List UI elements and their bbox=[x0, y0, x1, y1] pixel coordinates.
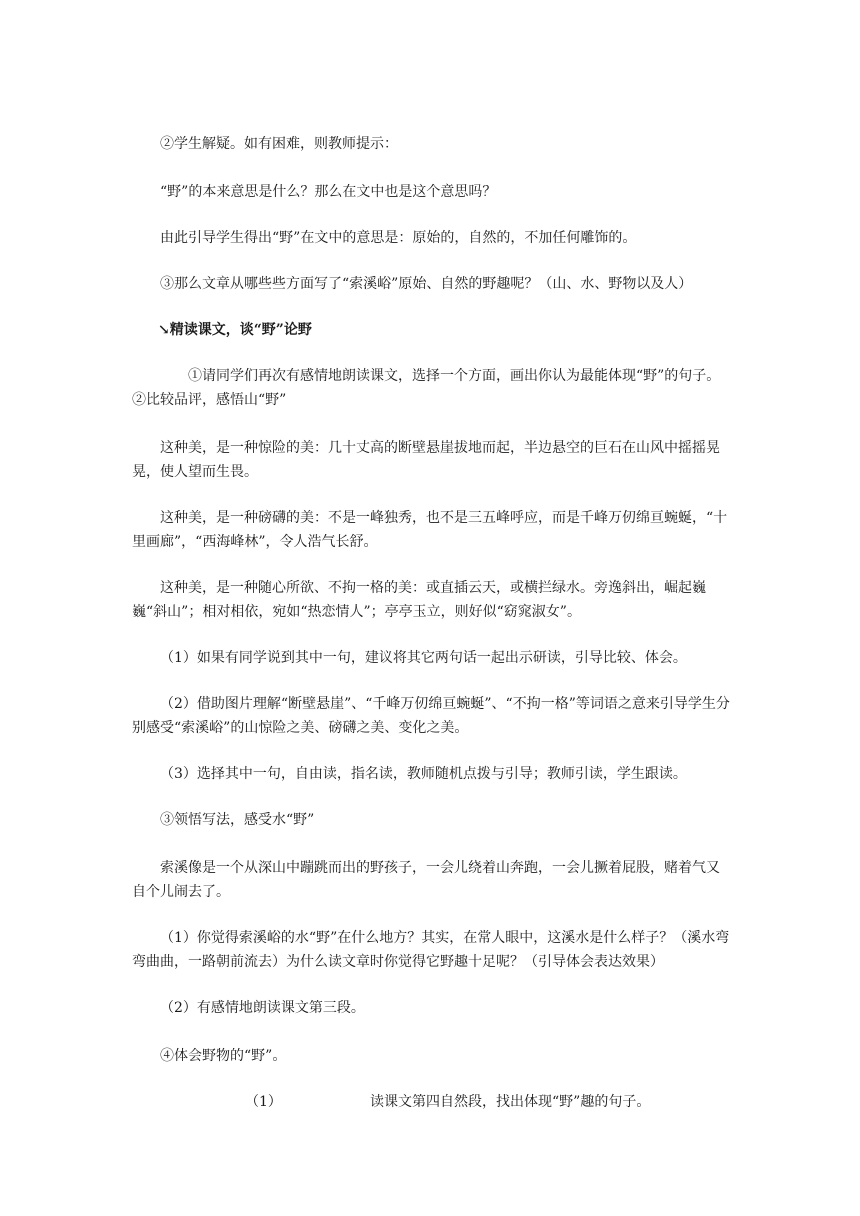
paragraph-student-question: ②学生解疑。如有困难，则教师提示： bbox=[160, 136, 398, 152]
paragraph-water-heading: ③领悟写法，感受水“野” bbox=[160, 812, 315, 828]
paragraph-guide-meaning: 由此引导学生得出“野”在文中的意思是：原始的，自然的，不加任何雕饰的。 bbox=[160, 230, 637, 246]
list-item-text: 读课文第四自然段，找出体现“野”趣的句子。 bbox=[370, 1094, 651, 1110]
section-heading-close-reading: ↘精读课文，谈“野”论野 bbox=[158, 322, 312, 338]
paragraph-beauty-free: 这种美，是一种随心所欲、不拘一格的美：或直插云天，或横拦绿水。旁逸斜出，崛起巍巍“斜山”；相对相依，宛如“热恋情人”；亭亭玉立，则好似“窈窕淑女”。 bbox=[132, 580, 706, 620]
paragraph-stream-description: 索溪像是一个从深山中蹦跳而出的野孩子，一会儿绕着山奔跑，一会儿撅着屁股，赌着气又自个儿闹去了。 bbox=[132, 860, 720, 900]
paragraph-water-question: （1）你觉得索溪峪的水“野”在什么地方？其实，在常人眼中，这溪水是什么样子？（溪水弯弯曲曲，一路朝前流去）为什么读文章时你觉得它野趣十足呢？（引导体会表达效果） bbox=[132, 930, 730, 970]
paragraph-beauty-thrilling: 这种美，是一种惊险的美：几十丈高的断壁悬崖拔地而起，半边悬空的巨石在山风中摇摇晃晃，使人望而生畏。 bbox=[132, 440, 720, 480]
paragraph-beauty-majestic: 这种美，是一种磅礴的美：不是一峰独秀，也不是三五峰呼应，而是千峰万仞绵亘蜿蜒，“十里画廊”，“西海峰林”，令人浩气长舒。 bbox=[132, 510, 728, 550]
paragraph-step-1: （1）如果有同学说到其中一句，建议将其它两句话一起出示研读，引导比较、体会。 bbox=[160, 650, 687, 666]
paragraph-original-meaning: “野”的本来意思是什么？那么在文中也是这个意思吗？ bbox=[160, 184, 497, 200]
paragraph-step-3: （3）选择其中一句，自由读，指名读，教师随机点拨与引导；教师引读，学生跟读。 bbox=[160, 766, 687, 782]
list-number: （1） bbox=[245, 1094, 282, 1110]
paragraph-wildlife-heading: ④体会野物的“野”。 bbox=[160, 1048, 287, 1064]
paragraph-reading-instruction: ①请同学们再次有感情地朗读课文，选择一个方面，画出你认为最能体现“野”的句子。②比较品评，感悟山“野” bbox=[132, 368, 721, 408]
paragraph-aspects-question: ③那么文章从哪些些方面写了“索溪峪”原始、自然的野趣呢？（山、水、野物以及人） bbox=[160, 276, 693, 292]
paragraph-read-aloud: （2）有感情地朗读课文第三段。 bbox=[160, 1000, 365, 1016]
paragraph-step-2: （2）借助图片理解“断壁悬崖”、“千峰万仞绵亘蜿蜒”、“不拘一格”等词语之意来引导学生分别感受“索溪峪”的山惊险之美、磅礴之美、变化之美。 bbox=[132, 696, 730, 736]
